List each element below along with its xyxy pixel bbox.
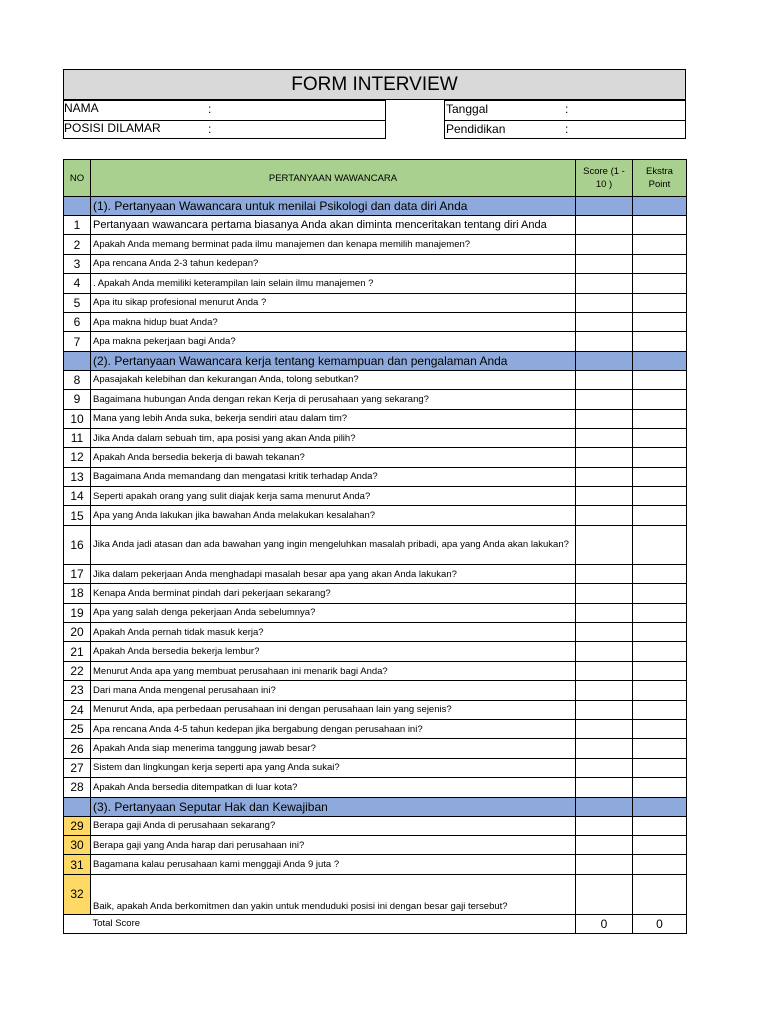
row-question: Berapa gaji Anda di perusahaan sekarang? xyxy=(91,816,576,835)
row-question: Seperti apakah orang yang sulit diajak kerja sama menurut Anda? xyxy=(91,487,576,506)
table-row xyxy=(64,835,687,854)
table-header-row xyxy=(64,160,687,197)
row-question: Apasajakah kelebihan dan kekurangan Anda, tolong sebutkan? xyxy=(91,370,576,389)
table-row xyxy=(64,681,687,700)
extra-cell[interactable] xyxy=(633,293,687,312)
extra-cell[interactable] xyxy=(633,719,687,738)
row-no: 32 xyxy=(64,874,91,914)
table-row xyxy=(64,525,687,564)
row-question: Apa makna hidup buat Anda? xyxy=(91,312,576,331)
row-no: 22 xyxy=(64,661,91,680)
row-no: 7 xyxy=(64,332,91,351)
table-row xyxy=(64,467,687,486)
row-no: 2 xyxy=(64,235,91,254)
extra-cell[interactable] xyxy=(633,700,687,719)
row-question: Berapa gaji yang Anda harap dari perusahaan ini? xyxy=(91,835,576,854)
score-cell[interactable] xyxy=(576,661,633,680)
extra-cell[interactable] xyxy=(633,603,687,622)
row-no: 24 xyxy=(64,700,91,719)
score-cell[interactable] xyxy=(576,390,633,409)
extra-cell[interactable] xyxy=(633,312,687,331)
score-cell[interactable] xyxy=(576,564,633,583)
row-no: 13 xyxy=(64,467,91,486)
row-question: Menurut Anda, apa perbedaan perusahaan ini dengan perusahaan lain yang sejenis? xyxy=(91,700,576,719)
row-no: 1 xyxy=(64,216,91,235)
row-no: 3 xyxy=(64,254,91,273)
score-cell[interactable] xyxy=(576,623,633,642)
table-row xyxy=(64,428,687,447)
row-question: Bagamana kalau perusahaan kami menggaji Anda 9 juta ? xyxy=(91,855,576,874)
row-no: 30 xyxy=(64,835,91,854)
table-row xyxy=(64,409,687,428)
extra-cell[interactable] xyxy=(633,235,687,254)
score-cell[interactable] xyxy=(576,274,633,293)
table-row xyxy=(64,642,687,661)
row-question: Apakah Anda bersedia bekerja di bawah tekanan? xyxy=(91,448,576,467)
row-question: Baik, apakah Anda berkomitmen dan yakin untuk menduduki posisi ini dengan besar gaji tersebut? xyxy=(91,874,576,914)
score-cell[interactable] xyxy=(576,758,633,777)
header-extra: Ekstra Point xyxy=(633,160,687,197)
score-cell[interactable] xyxy=(576,719,633,738)
score-cell[interactable] xyxy=(576,681,633,700)
header-score: Score (1 - 10 ) xyxy=(576,160,633,197)
header-no: NO xyxy=(64,160,91,197)
extra-cell[interactable] xyxy=(633,525,687,564)
tanggal-label: Tanggal xyxy=(446,102,489,116)
table-row xyxy=(64,312,687,331)
table-row xyxy=(64,584,687,603)
row-question: Apa itu sikap profesional menurut Anda ? xyxy=(91,293,576,312)
score-cell[interactable] xyxy=(576,254,633,273)
table-row xyxy=(64,370,687,389)
row-question: . Apakah Anda memiliki keterampilan lain selain ilmu manajemen ? xyxy=(91,274,576,293)
score-cell[interactable] xyxy=(576,642,633,661)
score-cell[interactable] xyxy=(576,235,633,254)
extra-cell[interactable] xyxy=(633,564,687,583)
row-question: Sistem dan lingkungan kerja seperti apa yang Anda sukai? xyxy=(91,758,576,777)
table-row xyxy=(64,719,687,738)
table-row xyxy=(64,603,687,622)
table-row xyxy=(64,700,687,719)
section-title: (3). Pertanyaan Seputar Hak dan Kewajiban xyxy=(91,797,576,816)
table-row xyxy=(64,293,687,312)
section-title: (2). Pertanyaan Wawancara kerja tentang kemampuan dan pengalaman Anda xyxy=(91,351,576,370)
score-cell[interactable] xyxy=(576,506,633,525)
table-row xyxy=(64,564,687,583)
row-question: Jika Anda jadi atasan dan ada bawahan yang ingin mengeluhkan masalah pribadi, apa yang Anda akan lakukan? xyxy=(91,525,576,564)
posisi-label: POSISI DILAMAR xyxy=(64,121,161,135)
extra-cell[interactable] xyxy=(633,681,687,700)
table-row xyxy=(64,254,687,273)
total-label: Total Score xyxy=(91,914,576,933)
pendidikan-colon: : xyxy=(565,122,569,136)
table-row xyxy=(64,739,687,758)
row-question: Apakah Anda pernah tidak masuk kerja? xyxy=(91,623,576,642)
extra-cell[interactable] xyxy=(633,816,687,835)
section-row xyxy=(64,797,687,816)
table-row xyxy=(64,274,687,293)
row-question: Apakah Anda bersedia bekerja lembur? xyxy=(91,642,576,661)
table-row xyxy=(64,623,687,642)
row-no: 6 xyxy=(64,312,91,331)
interview-table xyxy=(63,159,687,934)
extra-cell[interactable] xyxy=(633,274,687,293)
row-no: 18 xyxy=(64,584,91,603)
score-cell[interactable] xyxy=(576,467,633,486)
table-row xyxy=(64,506,687,525)
extra-cell[interactable] xyxy=(633,855,687,874)
extra-cell[interactable] xyxy=(633,390,687,409)
score-cell[interactable] xyxy=(576,312,633,331)
extra-cell[interactable] xyxy=(633,584,687,603)
row-question: Apakah Anda siap menerima tanggung jawab besar? xyxy=(91,739,576,758)
row-no: 14 xyxy=(64,487,91,506)
score-cell[interactable] xyxy=(576,332,633,351)
table-row xyxy=(64,448,687,467)
row-no: 31 xyxy=(64,855,91,874)
table-row xyxy=(64,874,687,914)
pendidikan-label: Pendidikan xyxy=(446,122,506,136)
score-cell[interactable] xyxy=(576,700,633,719)
score-cell[interactable] xyxy=(576,487,633,506)
header-question: PERTANYAAN WAWANCARA xyxy=(91,160,576,197)
row-no: 29 xyxy=(64,816,91,835)
table-row xyxy=(64,390,687,409)
extra-cell[interactable] xyxy=(633,758,687,777)
row-question: Mana yang lebih Anda suka, bekerja sendiri atau dalam tim? xyxy=(91,409,576,428)
row-no: 26 xyxy=(64,739,91,758)
section-row xyxy=(64,197,687,216)
score-cell[interactable] xyxy=(576,816,633,835)
posisi-colon: : xyxy=(208,122,212,136)
row-no: 19 xyxy=(64,603,91,622)
row-question: Bagaimana hubungan Anda dengan rekan Kerja di perusahaan yang sekarang? xyxy=(91,390,576,409)
extra-cell[interactable] xyxy=(633,506,687,525)
row-no: 4 xyxy=(64,274,91,293)
score-cell[interactable] xyxy=(576,293,633,312)
row-no: 8 xyxy=(64,370,91,389)
nama-colon: : xyxy=(208,102,212,116)
table-row xyxy=(64,661,687,680)
row-question: Apa yang salah denga pekerjaan Anda sebelumnya? xyxy=(91,603,576,622)
extra-cell[interactable] xyxy=(633,409,687,428)
score-cell[interactable] xyxy=(576,835,633,854)
score-cell[interactable] xyxy=(576,448,633,467)
row-no: 28 xyxy=(64,778,91,797)
row-no: 15 xyxy=(64,506,91,525)
row-no: 25 xyxy=(64,719,91,738)
section-row xyxy=(64,351,687,370)
row-question: Apa yang Anda lakukan jika bawahan Anda melakukan kesalahan? xyxy=(91,506,576,525)
extra-cell[interactable] xyxy=(633,448,687,467)
total-score: 0 xyxy=(576,914,633,933)
row-question: Dari mana Anda mengenal perusahaan ini? xyxy=(91,681,576,700)
row-question: Menurut Anda apa yang membuat perusahaan ini menarik bagi Anda? xyxy=(91,661,576,680)
score-cell[interactable] xyxy=(576,216,633,235)
row-question: Apa rencana Anda 2-3 tahun kedepan? xyxy=(91,254,576,273)
row-question: Jika Anda dalam sebuah tim, apa posisi yang akan Anda pilih? xyxy=(91,428,576,447)
extra-cell[interactable] xyxy=(633,874,687,914)
total-extra: 0 xyxy=(633,914,687,933)
row-no: 9 xyxy=(64,390,91,409)
score-cell[interactable] xyxy=(576,778,633,797)
row-no: 16 xyxy=(64,525,91,564)
score-cell[interactable] xyxy=(576,874,633,914)
nama-label: NAMA xyxy=(64,101,99,115)
total-row xyxy=(64,914,687,933)
extra-cell[interactable] xyxy=(633,661,687,680)
extra-cell[interactable] xyxy=(633,467,687,486)
tanggal-colon: : xyxy=(565,102,569,116)
extra-cell[interactable] xyxy=(633,778,687,797)
extra-cell[interactable] xyxy=(633,216,687,235)
extra-cell[interactable] xyxy=(633,487,687,506)
extra-cell[interactable] xyxy=(633,642,687,661)
extra-cell[interactable] xyxy=(633,739,687,758)
row-no: 11 xyxy=(64,428,91,447)
score-cell[interactable] xyxy=(576,584,633,603)
table-row xyxy=(64,487,687,506)
extra-cell[interactable] xyxy=(633,370,687,389)
row-no: 17 xyxy=(64,564,91,583)
score-cell[interactable] xyxy=(576,739,633,758)
score-cell[interactable] xyxy=(576,603,633,622)
table-row xyxy=(64,778,687,797)
extra-cell[interactable] xyxy=(633,623,687,642)
extra-cell[interactable] xyxy=(633,428,687,447)
extra-cell[interactable] xyxy=(633,254,687,273)
table-row xyxy=(64,816,687,835)
extra-cell[interactable] xyxy=(633,332,687,351)
form-title: FORM INTERVIEW xyxy=(63,69,686,100)
score-cell[interactable] xyxy=(576,409,633,428)
row-no: 21 xyxy=(64,642,91,661)
row-no: 27 xyxy=(64,758,91,777)
row-question: Apakah Anda bersedia ditempatkan di luar kota? xyxy=(91,778,576,797)
table-row xyxy=(64,855,687,874)
row-question: Kenapa Anda berminat pindah dari pekerjaan sekarang? xyxy=(91,584,576,603)
row-question: Pertanyaan wawancara pertama biasanya Anda akan diminta menceritakan tentang diri Anda xyxy=(91,216,576,235)
score-cell[interactable] xyxy=(576,525,633,564)
score-cell[interactable] xyxy=(576,370,633,389)
score-cell[interactable] xyxy=(576,855,633,874)
row-no: 12 xyxy=(64,448,91,467)
row-no: 10 xyxy=(64,409,91,428)
table-row xyxy=(64,235,687,254)
row-no: 23 xyxy=(64,681,91,700)
row-question: Apa makna pekerjaan bagi Anda? xyxy=(91,332,576,351)
extra-cell[interactable] xyxy=(633,835,687,854)
table-row xyxy=(64,216,687,235)
row-no: 20 xyxy=(64,623,91,642)
score-cell[interactable] xyxy=(576,428,633,447)
table-row xyxy=(64,332,687,351)
row-question: Bagaimana Anda memandang dan mengatasi kritik terhadap Anda? xyxy=(91,467,576,486)
section-title: (1). Pertanyaan Wawancara untuk menilai Psikologi dan data diri Anda xyxy=(91,197,576,216)
row-question: Apakah Anda memang berminat pada ilmu manajemen dan kenapa memilih manajemen? xyxy=(91,235,576,254)
row-question: Jika dalam pekerjaan Anda menghadapi masalah besar apa yang akan Anda lakukan? xyxy=(91,564,576,583)
row-question: Apa rencana Anda 4-5 tahun kedepan jika bergabung dengan perusahaan ini? xyxy=(91,719,576,738)
table-row xyxy=(64,758,687,777)
row-no: 5 xyxy=(64,293,91,312)
